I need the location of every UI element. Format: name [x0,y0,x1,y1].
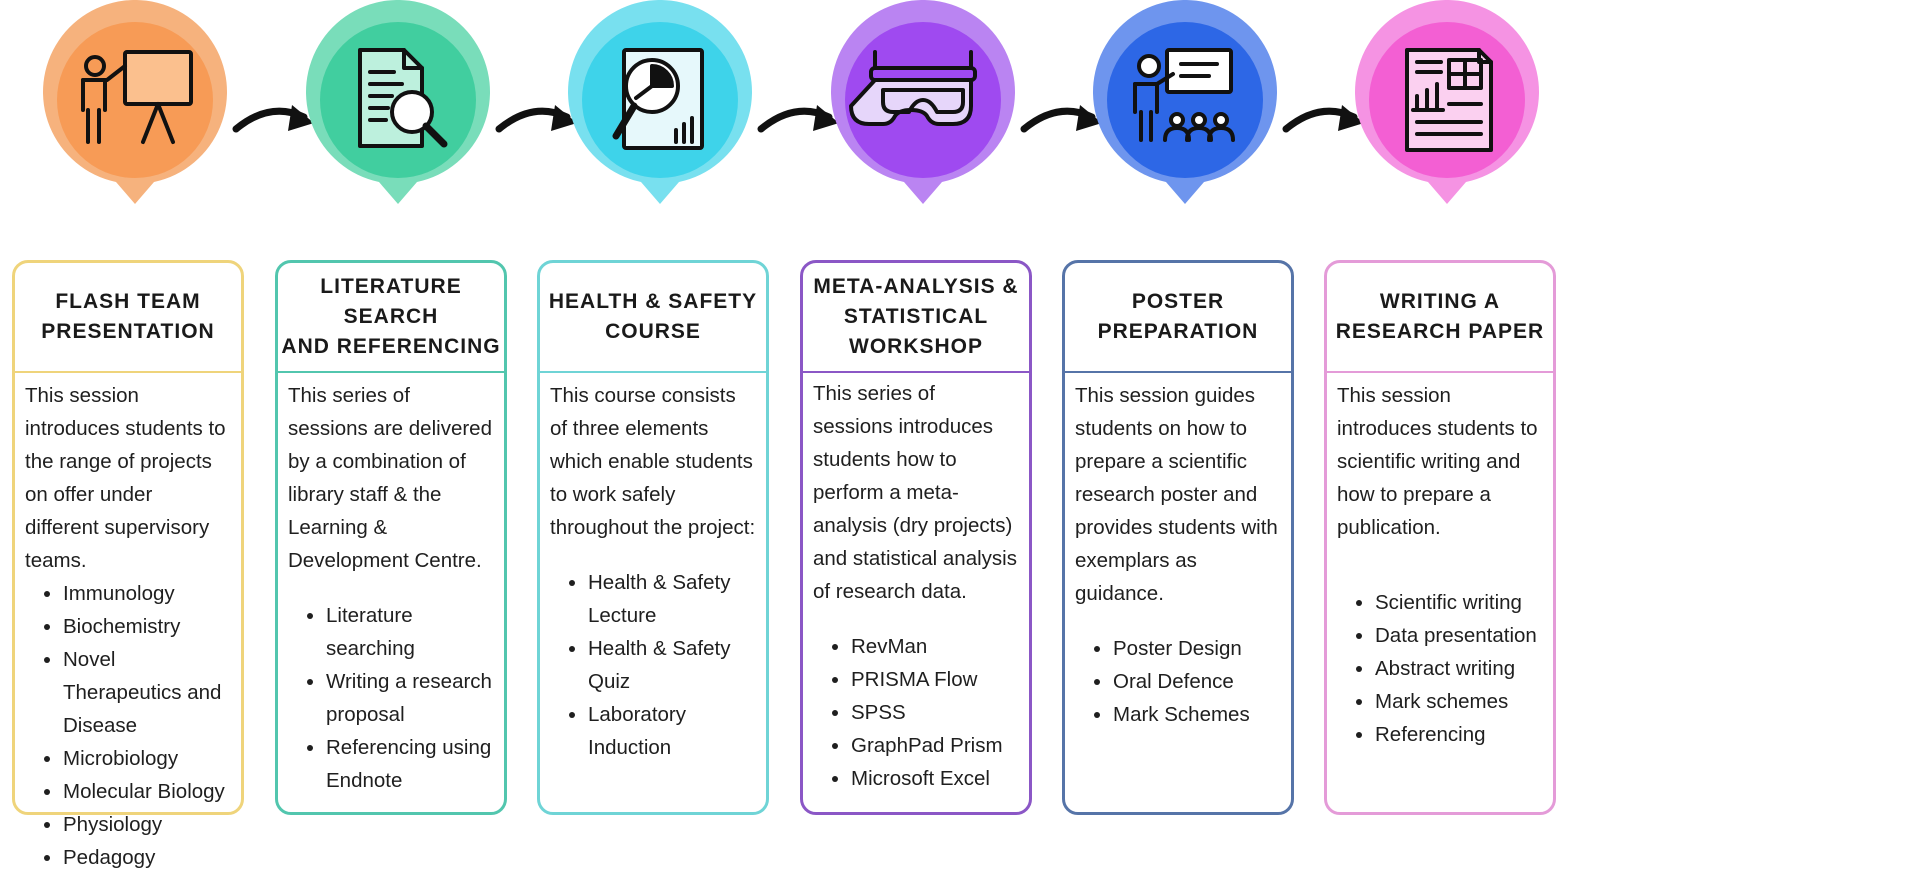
card-title-line: WRITING A [1379,290,1501,313]
list-item: • Laboratory Induction [588,698,756,764]
card-header [803,263,1029,373]
list-item: • Referencing [1375,718,1543,751]
card-title [1098,287,1259,347]
list-item: • Referencing using Endnote [326,731,494,797]
card-title [41,287,214,347]
list-item: • Health & Safety Lecture [588,566,756,632]
card-header [15,263,241,373]
card-title [278,272,504,362]
card-body [15,373,241,874]
document-magnifier-badge [293,8,503,204]
list-item: • Abstract writing [1375,652,1543,685]
card-header [1327,263,1553,373]
list-item: • Poster Design [1113,632,1281,665]
list-item: • Microsoft Excel [851,762,1019,795]
card-description: This series of sessions introduces students how to perform a meta-analysis (dry projects) and statistical analysis of research data. [813,382,1017,603]
card-title-line: RESEARCH PAPER [1335,320,1545,343]
list-item: • Mark schemes [1375,685,1543,718]
list-item: • Novel Therapeutics and Disease [63,643,231,742]
card-topic-list [550,566,756,764]
card-title-line: LITERATURE SEARCH [320,275,462,328]
list-item: • Immunology [63,577,231,610]
list-item: • Molecular Biology [63,775,231,808]
research-paper-icon [1407,50,1491,150]
list-item: • PRISMA Flow [851,663,1019,696]
card-title [549,287,757,347]
list-item: • Oral Defence [1113,665,1281,698]
list-item: • Mark Schemes [1113,698,1281,731]
card-body [540,373,766,764]
list-item: • RevMan [851,630,1019,663]
list-item: • Physiology [63,808,231,841]
list-item: • Health & Safety Quiz [588,632,756,698]
card-description: This session introduces students to scientific writing and how to prepare a publication. [1337,384,1538,539]
card-title-line: PRESENTATION [41,320,215,343]
stage-card [275,260,507,815]
card-body [278,373,504,797]
stage-card [12,260,244,869]
card-header [278,263,504,373]
card-title-line: AND REFERENCING [281,335,501,358]
stage-card [537,260,769,815]
stage-card [1062,260,1294,815]
card-title-line: WORKSHOP [849,335,983,358]
stage-card [1324,260,1556,815]
card-title [813,272,1018,362]
card-title-line: PREPARATION [1097,320,1259,343]
card-title [1336,287,1544,347]
safety-goggles-badge [818,8,1028,204]
list-item: • SPSS [851,696,1019,729]
presenter-audience-badge [1080,8,1290,204]
card-description: This course consists of three elements which enable students to work safely throughout the project: [550,384,756,539]
card-title-line: POSTER [1131,290,1225,313]
report-magnifier-icon [616,50,702,148]
card-body [1327,373,1553,751]
list-item: • Literature searching [326,599,494,665]
presenter-easel-badge [30,8,240,204]
list-item: • Data presentation [1375,619,1543,652]
card-description: This session introduces students to the range of projects on offer under different supervisory teams. [25,384,226,572]
list-item: • Biochemistry [63,610,231,643]
report-magnifier-badge [555,8,765,204]
research-paper-badge [1342,8,1552,204]
card-topic-list [25,577,231,874]
card-title-line: COURSE [605,320,701,343]
card-body [1065,373,1291,731]
card-title-line: META-ANALYSIS & [813,275,1019,298]
list-item: • Scientific writing [1375,586,1543,619]
list-item: • Pedagogy [63,841,231,874]
card-title-line: FLASH TEAM [55,290,201,313]
card-body [803,373,1029,795]
list-item: • GraphPad Prism [851,729,1019,762]
card-description: This series of sessions are delivered by a combination of library staff & the Learning & Development Centre. [288,384,492,572]
card-description: This session guides students on how to prepare a scientific research poster and provides students with exemplars as guidance. [1075,384,1278,605]
card-header [540,263,766,373]
list-item: • Microbiology [63,742,231,775]
card-title-line: HEALTH & SAFETY [548,290,758,313]
card-title-line: STATISTICAL [843,305,989,328]
list-item: • Writing a research proposal [326,665,494,731]
card-topic-list [288,599,494,797]
stage-card [800,260,1032,815]
card-header [1065,263,1291,373]
card-topic-list [1337,586,1543,751]
card-topic-list [1075,632,1281,731]
card-topic-list [813,630,1019,795]
